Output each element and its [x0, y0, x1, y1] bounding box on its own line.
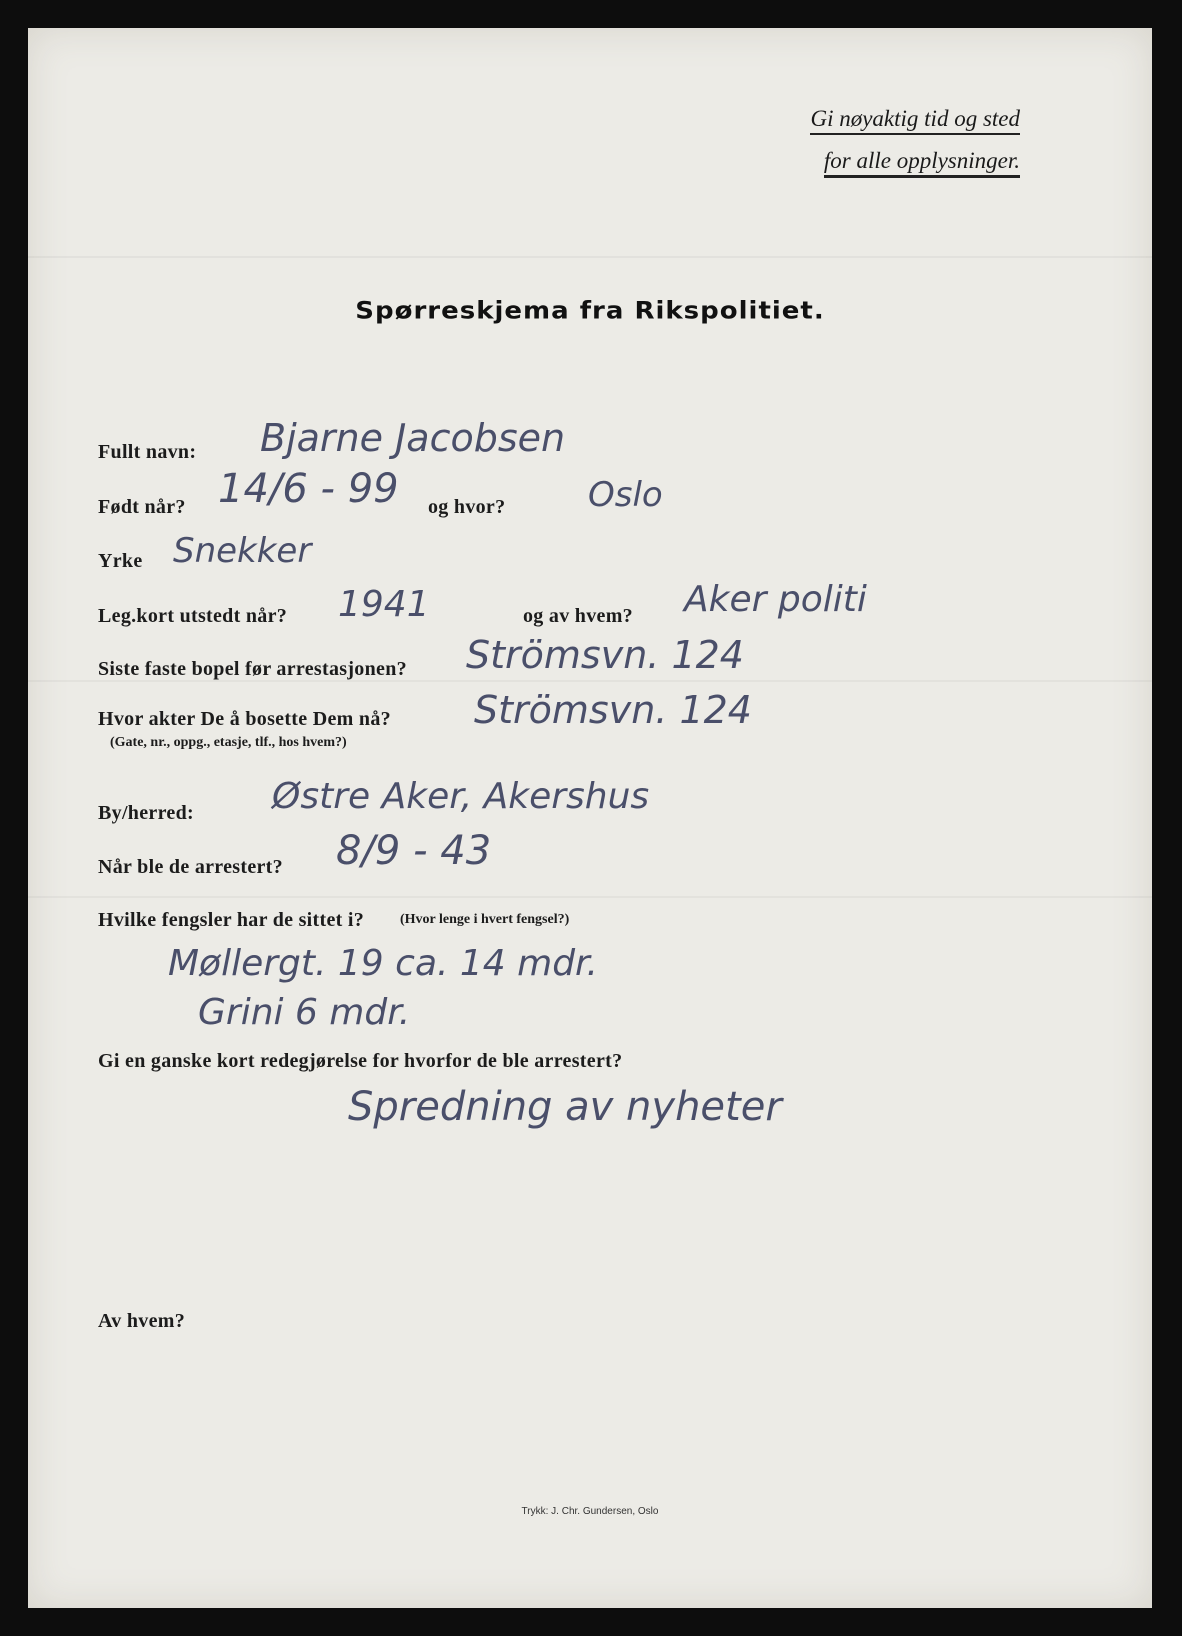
occupation-label: Yrke — [98, 550, 143, 572]
born-where-value: Oslo — [588, 475, 663, 515]
notice-line-2: for alle opplysninger. — [824, 148, 1020, 178]
full-name-value: Bjarne Jacobsen — [260, 416, 566, 460]
intended-residence-value: Strömsvn. 124 — [474, 688, 752, 732]
id-card-issued-value: 1941 — [338, 584, 430, 625]
last-residence-value: Strömsvn. 124 — [466, 633, 744, 677]
intended-residence-label: Hvor akter De å bosette Dem nå? — [98, 708, 391, 730]
last-residence-label: Siste faste bopel før arrestasjonen? — [98, 658, 407, 680]
bleed-through-line — [28, 680, 1152, 682]
arrested-when-label: Når ble de arrestert? — [98, 856, 283, 878]
born-when-label: Født når? — [98, 496, 186, 518]
prisons-value-line-1: Møllergt. 19 ca. 14 mdr. — [168, 943, 598, 984]
municipality-label: By/herred: — [98, 802, 194, 824]
intended-residence-sublabel: (Gate, nr., oppg., etasje, tlf., hos hvem?) — [110, 735, 347, 750]
bleed-through-line — [28, 896, 1152, 898]
arrested-when-value: 8/9 - 43 — [336, 828, 492, 874]
notice-line-1: Gi nøyaktig tid og sted — [810, 106, 1020, 135]
full-name-label: Fullt navn: — [98, 441, 197, 463]
form-page — [28, 28, 1152, 1608]
occupation-value: Snekker — [173, 531, 312, 571]
born-when-value: 14/6 - 99 — [218, 466, 399, 512]
id-card-by-value: Aker politi — [684, 579, 867, 620]
bleed-through-line — [28, 256, 1152, 258]
form-title: Spørreskjema fra Rikspolitiet. — [355, 297, 825, 325]
id-card-by-label: og av hvem? — [523, 605, 633, 627]
municipality-value: Østre Aker, Akershus — [272, 776, 650, 817]
born-where-label: og hvor? — [428, 496, 506, 518]
prisons-label: Hvilke fengsler har de sittet i? — [98, 909, 365, 931]
reason-value: Spredning av nyheter — [348, 1084, 782, 1130]
id-card-issued-label: Leg.kort utstedt når? — [98, 605, 288, 627]
printer-imprint: Trykk: J. Chr. Gundersen, Oslo — [521, 1506, 659, 1517]
prisons-sublabel: (Hvor lenge i hvert fengsel?) — [400, 912, 570, 927]
by-whom-label: Av hvem? — [98, 1310, 186, 1332]
prisons-value-line-2: Grini 6 mdr. — [198, 992, 411, 1033]
reason-label: Gi en ganske kort redegjørelse for hvorfor de ble arrestert? — [98, 1050, 623, 1072]
